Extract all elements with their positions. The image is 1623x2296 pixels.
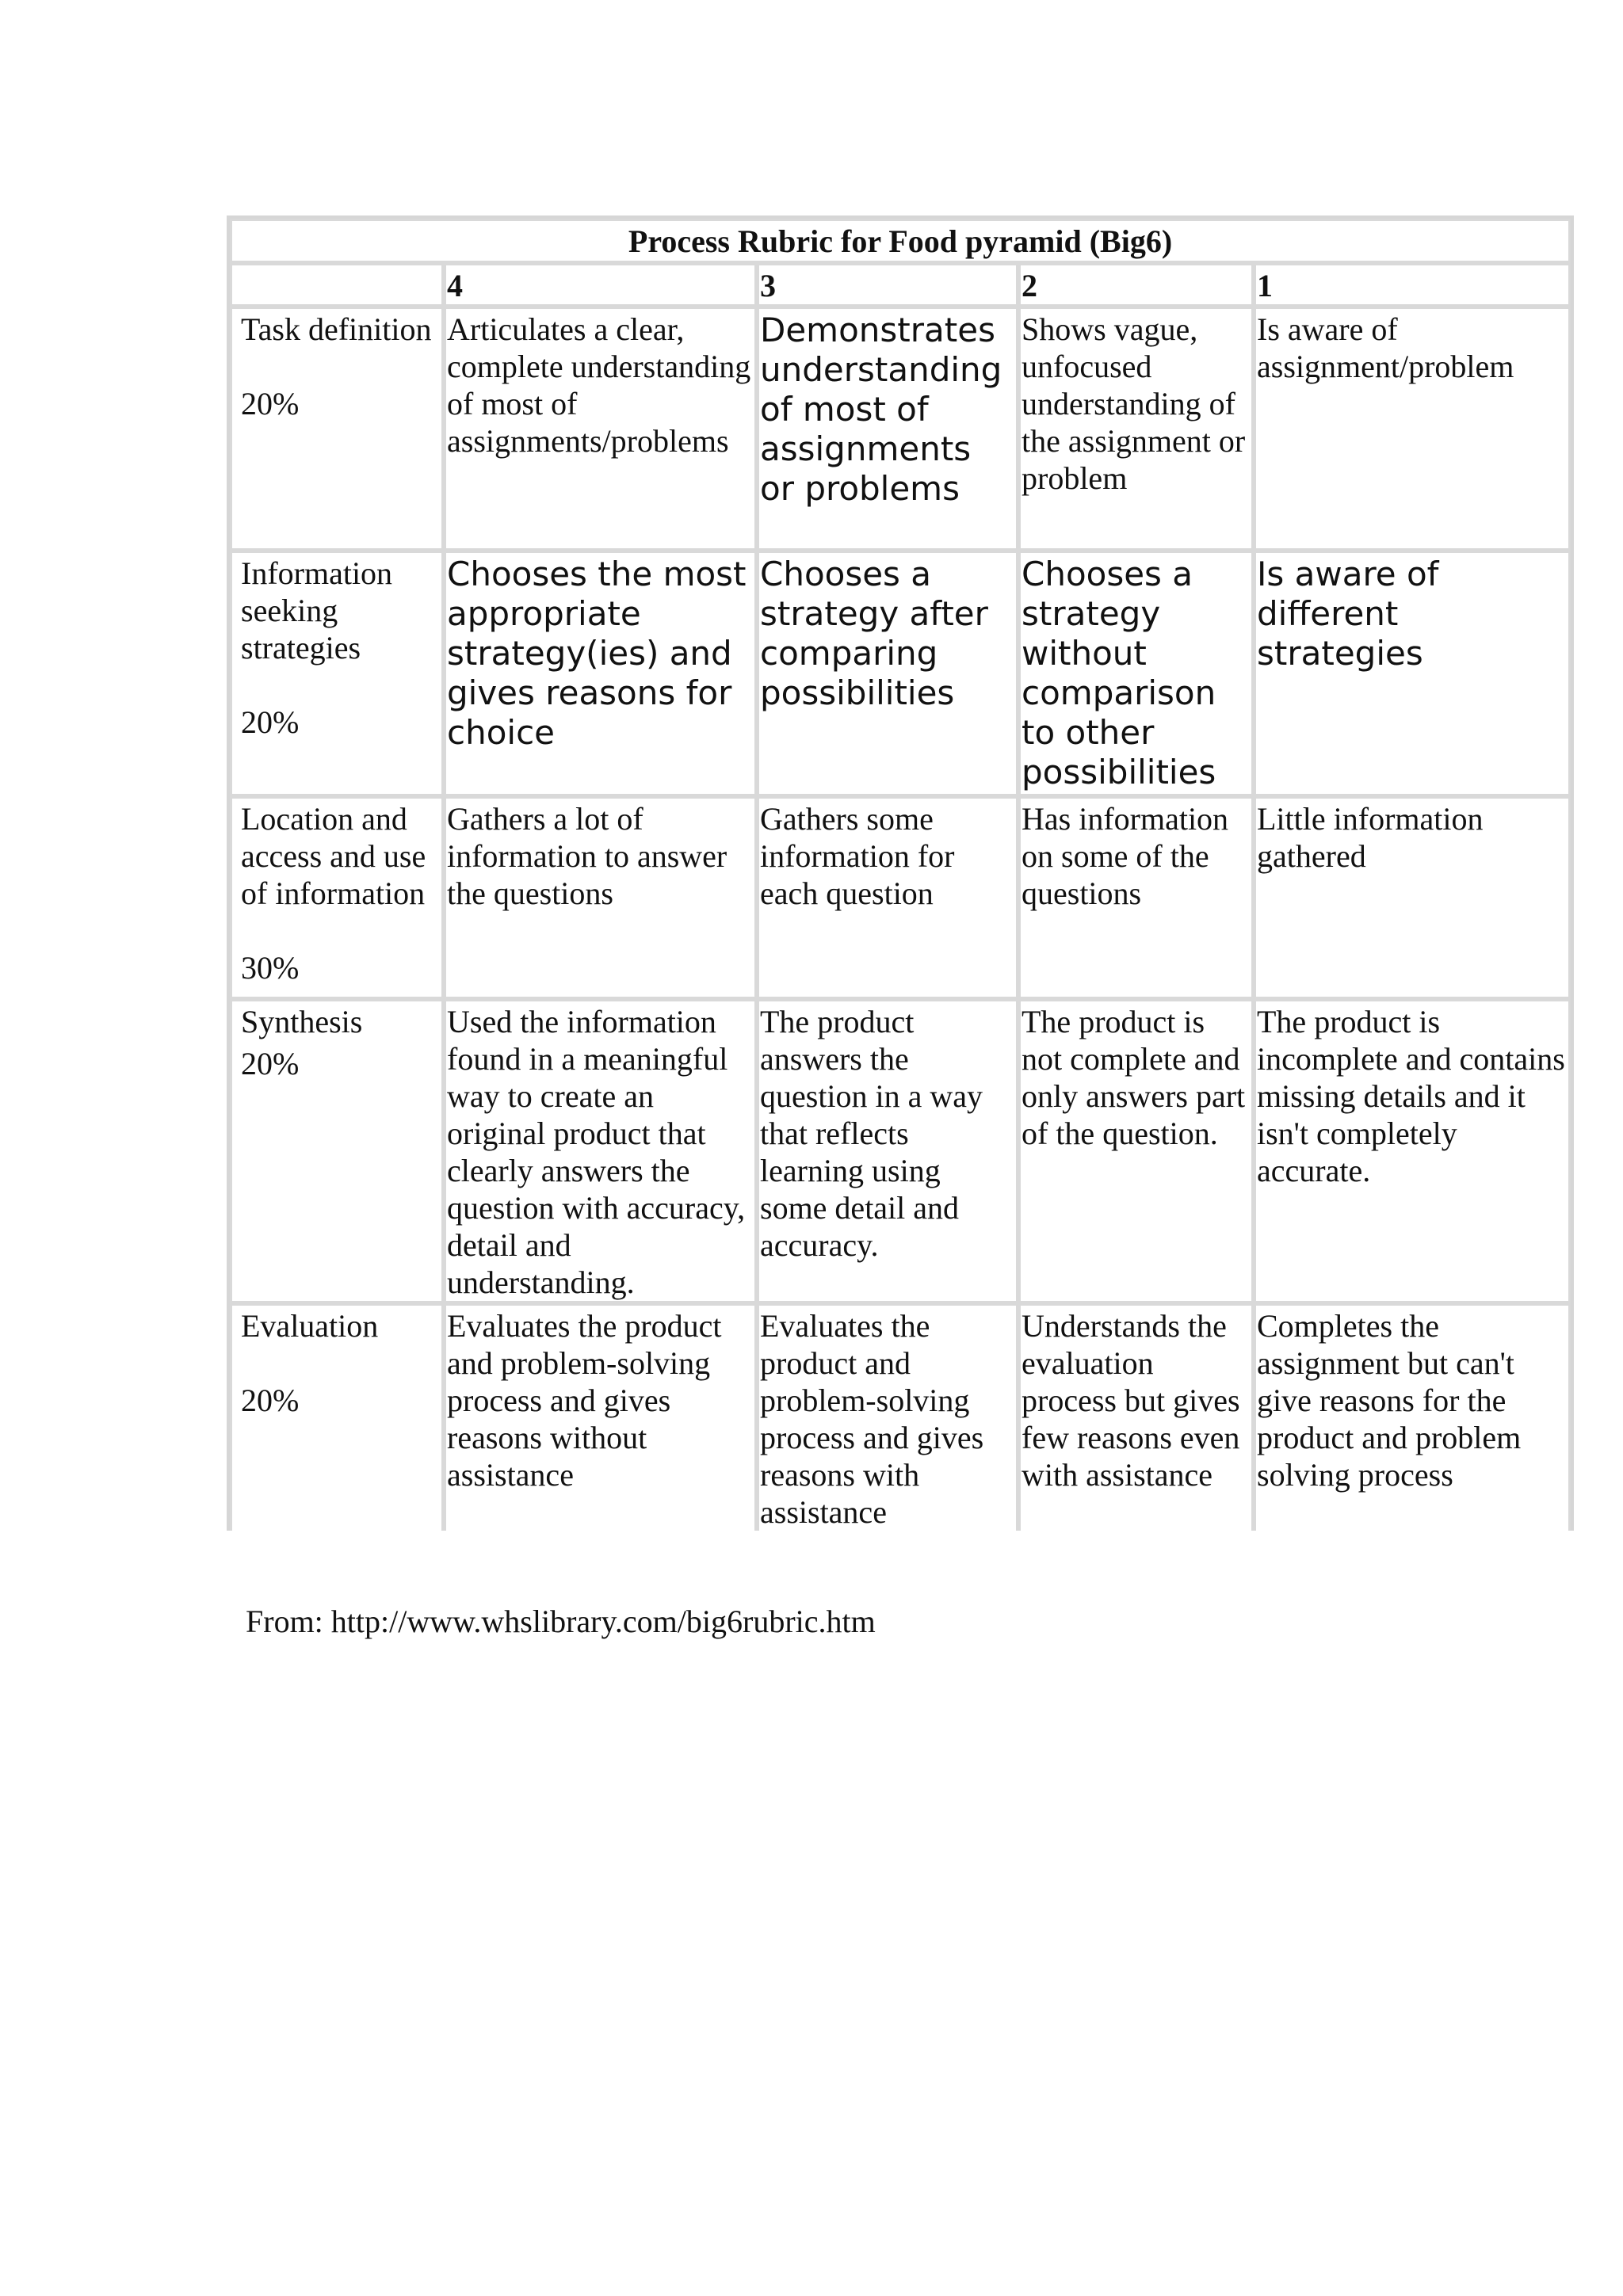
score-header-row	[230, 263, 1571, 307]
rubric-cell-score-4: Evaluates the product and problem-solving process and gives reasons without assistance	[444, 1303, 757, 1531]
criterion-weight: 30%	[241, 950, 300, 986]
rubric-cell-score-1: Little information gathered	[1254, 796, 1571, 999]
rubric-cell-score-4: Articulates a clear, complete understanding of most of assignments/problems	[444, 307, 757, 551]
criterion-label: Task definition	[241, 311, 432, 347]
table-row-synthesis	[230, 999, 1571, 1303]
score-header-1: 1	[1254, 263, 1571, 307]
rubric-cell-score-4: Gathers a lot of information to answer the questions	[444, 796, 757, 999]
rubric-cell-score-2: Understands the evaluation process but gives few reasons even with assistance	[1018, 1303, 1254, 1531]
table-row-location-access	[230, 796, 1571, 999]
criterion-weight: 20%	[241, 704, 300, 740]
rubric-cell-score-2: Has information on some of the questions	[1018, 796, 1254, 999]
table-title: Process Rubric for Food pyramid (Big6)	[230, 219, 1571, 263]
criterion-label: Synthesis	[241, 1004, 363, 1039]
rubric-cell-score-3: The product answers the question in a way that reflects learning using some detail and accuracy.	[757, 999, 1018, 1303]
criterion-cell	[230, 999, 444, 1303]
rubric-table	[227, 215, 1574, 1531]
score-header-4: 4	[444, 263, 757, 307]
rubric-cell-score-4: Used the information found in a meaningful way to create an original product that clearly answers the question with accuracy, detail and understanding.	[444, 999, 757, 1303]
rubric-cell-score-2: Chooses a strategy without comparison to other possibilities	[1018, 551, 1254, 796]
criterion-cell	[230, 551, 444, 796]
source-citation: From: http://www.whslibrary.com/big6rubric.htm	[246, 1604, 876, 1639]
table-row-task-definition	[230, 307, 1571, 551]
criterion-weight: 20%	[241, 386, 300, 421]
table-row-evaluation	[230, 1303, 1571, 1531]
criterion-cell	[230, 307, 444, 551]
criterion-weight: 20%	[241, 1046, 300, 1081]
criterion-label: Location and access and use of information	[241, 801, 426, 911]
rubric-cell-score-3: Demonstrates understanding of most of assignments or problems	[757, 307, 1018, 551]
criterion-header-blank	[230, 263, 444, 307]
rubric-cell-score-1: The product is incomplete and contains missing details and it isn't completely accurate.	[1254, 999, 1571, 1303]
score-header-3: 3	[757, 263, 1018, 307]
rubric-cell-score-2: Shows vague, unfocused understanding of the assignment or problem	[1018, 307, 1254, 551]
rubric-cell-score-3: Gathers some information for each question	[757, 796, 1018, 999]
rubric-cell-score-2: The product is not complete and only answers part of the question.	[1018, 999, 1254, 1303]
rubric-cell-score-1: Is aware of different strategies	[1254, 551, 1571, 796]
table-row-information-seeking	[230, 551, 1571, 796]
rubric-cell-score-1: Is aware of assignment/problem	[1254, 307, 1571, 551]
criterion-label: Information seeking strategies	[241, 555, 393, 666]
rubric-cell-score-3: Chooses a strategy after comparing possibilities	[757, 551, 1018, 796]
criterion-cell	[230, 1303, 444, 1531]
score-header-2: 2	[1018, 263, 1254, 307]
criterion-label: Evaluation	[241, 1308, 379, 1344]
title-row	[230, 219, 1571, 263]
rubric-cell-score-4: Chooses the most appropriate strategy(ies) and gives reasons for choice	[444, 551, 757, 796]
criterion-weight: 20%	[241, 1383, 300, 1418]
rubric-cell-score-1: Completes the assignment but can't give reasons for the product and problem solving process	[1254, 1303, 1571, 1531]
criterion-cell	[230, 796, 444, 999]
rubric-cell-score-3: Evaluates the product and problem-solving process and gives reasons with assistance	[757, 1303, 1018, 1531]
